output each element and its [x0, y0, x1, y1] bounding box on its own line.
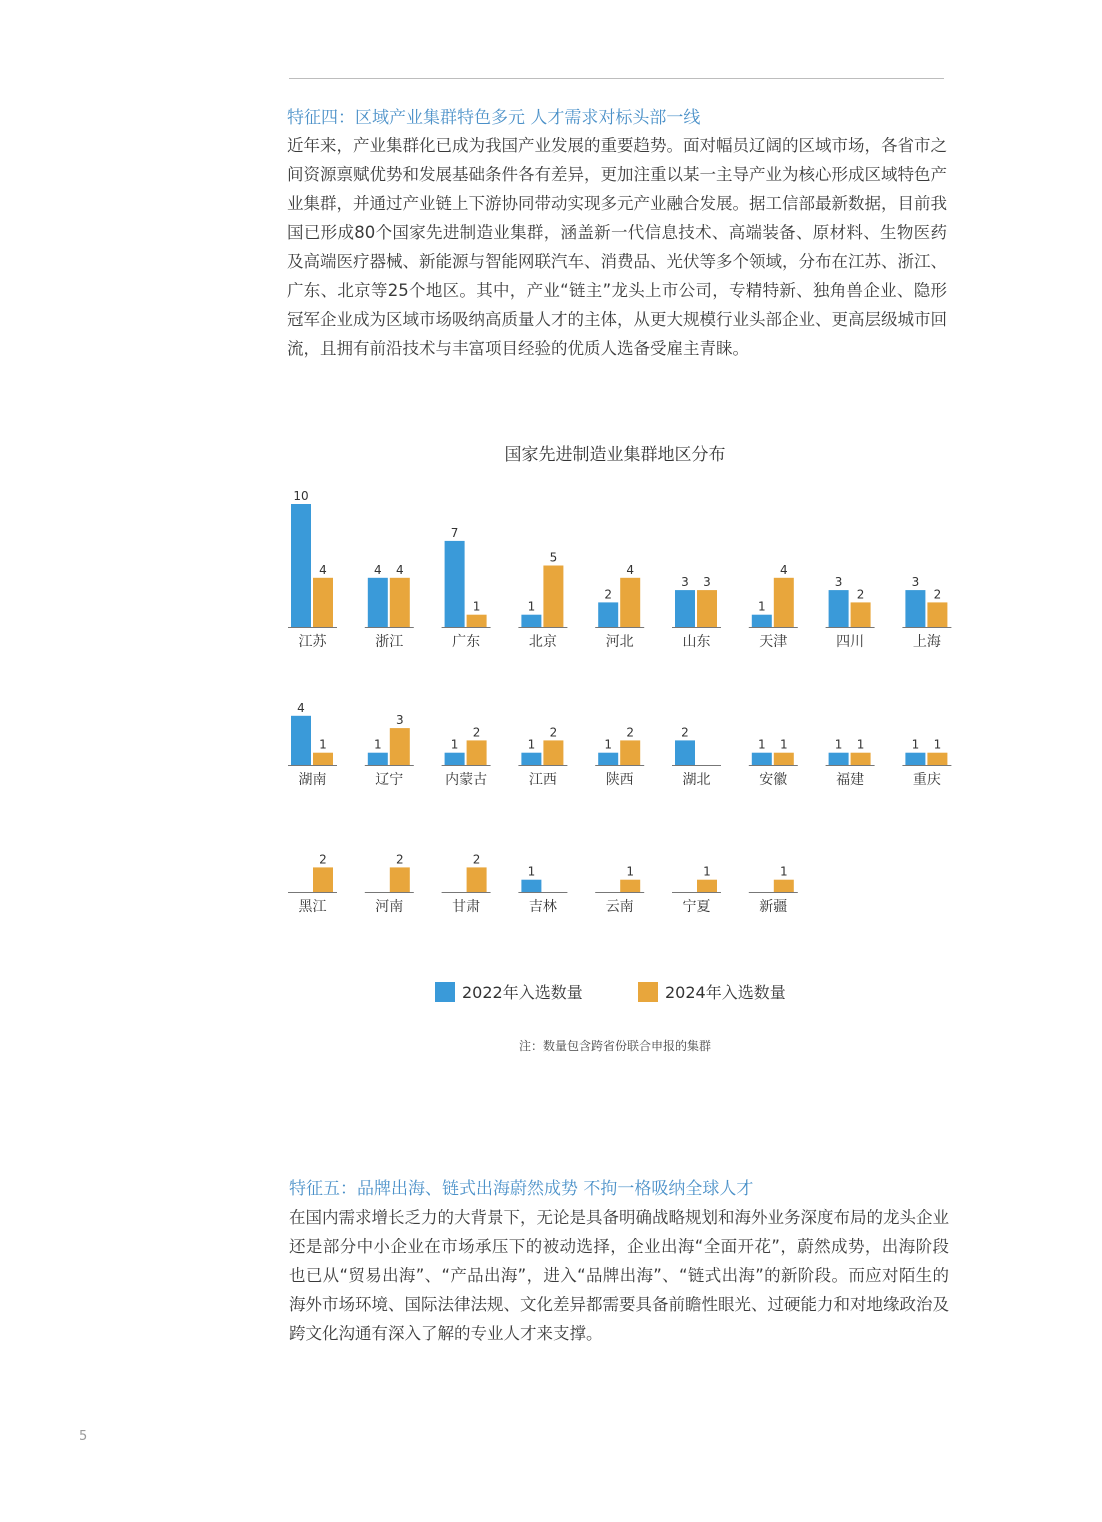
data-label-2022-cat-15: 1 [757, 737, 766, 752]
category-label-cat-8: 上海 [912, 634, 941, 650]
data-label-2022-cat-4: 2 [604, 587, 613, 602]
category-label-cat-21: 吉林 [528, 899, 557, 915]
bar-2022-cat-8 [905, 590, 925, 627]
bar-2022-cat-17 [905, 753, 925, 765]
chart-note: 注：数量包含跨省份联合申报的集群 [518, 1039, 712, 1053]
data-label-2022-cat-17: 1 [911, 737, 920, 752]
category-label-cat-10: 辽宁 [375, 772, 404, 788]
data-label-2024-cat-22: 1 [626, 864, 635, 879]
data-label-2024-cat-20: 2 [472, 852, 481, 867]
bar-2024-cat-2 [467, 615, 487, 627]
data-label-2022-cat-6: 1 [757, 599, 766, 614]
category-label-cat-13: 陕西 [605, 772, 634, 788]
bar-2022-cat-11 [445, 753, 465, 765]
data-label-2024-cat-13: 2 [626, 725, 635, 740]
legend-swatch-2024 [638, 982, 658, 1002]
data-label-2022-cat-16: 1 [834, 737, 843, 752]
bar-2024-cat-17 [927, 753, 947, 765]
bar-2022-cat-1 [368, 578, 388, 627]
section4-heading: 特征四：区域产业集群特色多元 人才需求对标头部一线 [287, 108, 701, 128]
data-label-2024-cat-17: 1 [933, 737, 942, 752]
bar-2022-cat-7 [829, 590, 849, 627]
data-label-2024-cat-1: 4 [395, 562, 404, 577]
data-label-2022-cat-12: 1 [527, 737, 536, 752]
bar-2024-cat-23 [697, 880, 717, 892]
category-label-cat-7: 四川 [836, 634, 865, 650]
bar-2022-cat-2 [445, 541, 465, 627]
chart-bars [288, 489, 951, 915]
category-label-cat-16: 福建 [836, 772, 865, 788]
chart-legend [435, 982, 786, 1002]
data-label-2022-cat-1: 4 [373, 562, 382, 577]
bar-2024-cat-20 [467, 867, 487, 892]
category-label-cat-20: 甘肃 [452, 899, 481, 915]
data-label-2024-cat-8: 2 [933, 587, 942, 602]
data-label-2024-cat-18: 2 [319, 852, 327, 867]
category-label-cat-2: 广东 [452, 634, 481, 650]
legend-label-2024: 2024年入选数量 [665, 983, 786, 1002]
bar-2022-cat-5 [675, 590, 695, 627]
bar-2022-cat-6 [752, 615, 772, 627]
data-label-2024-cat-6: 4 [779, 562, 788, 577]
data-label-2022-cat-7: 3 [834, 575, 843, 590]
category-label-cat-1: 浙江 [375, 634, 404, 650]
data-label-2022-cat-2: 7 [450, 525, 459, 540]
legend-swatch-2022 [435, 982, 455, 1002]
bar-2024-cat-8 [927, 602, 947, 627]
data-label-2024-cat-10: 3 [395, 713, 404, 728]
data-label-2022-cat-10: 1 [373, 737, 382, 752]
bar-2024-cat-4 [620, 578, 640, 627]
data-label-2024-cat-19: 2 [395, 852, 404, 867]
category-label-cat-24: 新疆 [759, 899, 788, 915]
bar-2024-cat-9 [313, 753, 333, 765]
bar-2024-cat-18 [313, 867, 333, 892]
category-label-cat-3: 北京 [528, 634, 557, 650]
bar-2024-cat-13 [620, 740, 640, 765]
data-label-2022-cat-5: 3 [681, 575, 689, 590]
bar-2022-cat-3 [521, 615, 541, 627]
bar-2024-cat-3 [543, 566, 563, 628]
bar-2024-cat-12 [543, 740, 563, 765]
category-label-cat-5: 山东 [682, 634, 711, 650]
bar-2022-cat-13 [598, 753, 618, 765]
bar-2024-cat-19 [390, 867, 410, 892]
bar-2024-cat-1 [390, 578, 410, 627]
chart-title: 国家先进制造业集群地区分布 [504, 445, 726, 465]
data-label-2022-cat-8: 3 [911, 575, 920, 590]
bar-2024-cat-5 [697, 590, 717, 627]
bar-2024-cat-24 [774, 880, 794, 892]
category-label-cat-22: 云南 [605, 899, 634, 915]
category-label-cat-11: 内蒙古 [445, 772, 488, 788]
data-label-2024-cat-24: 1 [779, 864, 788, 879]
page-number: 5 [79, 1429, 88, 1444]
data-label-2024-cat-15: 1 [779, 737, 788, 752]
bar-2022-cat-4 [598, 602, 618, 627]
bar-2022-cat-10 [368, 753, 388, 765]
category-label-cat-6: 天津 [759, 634, 788, 650]
data-label-2024-cat-7: 2 [856, 587, 865, 602]
bar-2022-cat-14 [675, 740, 695, 765]
bar-2022-cat-21 [521, 880, 541, 892]
data-label-2022-cat-13: 1 [604, 737, 613, 752]
legend-label-2022: 2022年入选数量 [462, 983, 583, 1002]
data-label-2024-cat-5: 3 [703, 575, 711, 590]
bar-2022-cat-12 [521, 753, 541, 765]
bar-2024-cat-0 [313, 578, 333, 627]
section4-body: 近年来，产业集群化已成为我国产业发展的重要趋势。面对幅员辽阔的区域市场，各省市之间资源禀赋优势和发展基础条件各有差异，更加注重以某一主导产业为核心形成区域特色产业集群，并通过产业链上下游协同带动实现多元产业融合发展。据工信部最新数据，目前我国已形成80个国家先进制造业集群，涵盖新一代信息技术、高端装备、原材料、生物医药及高端医疗器械、新能源与智能网联汽车、消费品、光伏等多个领域，分布在江苏、浙江、广东、北京等25个地区。其中，产业“链主”龙头上市公司，专精特新、独角兽企业、隐形冠军企业成为区域市场吸纳高质量人才的主体，从更大规模行业头部企业、更高层级城市回流，且拥有前沿技术与丰富项目经验的优质人选备受雇主青睐。 [287, 136, 947, 358]
data-label-2024-cat-11: 2 [472, 725, 481, 740]
data-label-2024-cat-3: 5 [549, 550, 558, 565]
bar-2024-cat-7 [851, 602, 871, 627]
data-label-2022-cat-3: 1 [527, 599, 536, 614]
data-label-2024-cat-23: 1 [703, 864, 711, 879]
data-label-2022-cat-14: 2 [681, 725, 689, 740]
bar-2022-cat-15 [752, 753, 772, 765]
data-label-2024-cat-9: 1 [319, 737, 327, 752]
data-label-2022-cat-9: 4 [297, 700, 305, 715]
data-label-2022-cat-0: 10 [293, 489, 309, 503]
category-label-cat-17: 重庆 [912, 772, 941, 788]
data-label-2024-cat-2: 1 [472, 599, 481, 614]
category-label-cat-4: 河北 [605, 634, 634, 650]
data-label-2022-cat-21: 1 [527, 864, 536, 879]
bar-2024-cat-10 [390, 728, 410, 765]
category-label-cat-9: 湖南 [298, 772, 327, 788]
data-label-2024-cat-12: 2 [549, 725, 558, 740]
category-label-cat-15: 安徽 [759, 772, 788, 788]
category-label-cat-12: 江西 [528, 772, 557, 788]
category-label-cat-19: 河南 [375, 899, 404, 915]
category-label-cat-14: 湖北 [682, 772, 711, 788]
data-label-2022-cat-11: 1 [450, 737, 459, 752]
bar-2022-cat-0 [291, 504, 311, 627]
bar-2024-cat-15 [774, 753, 794, 765]
bar-2022-cat-16 [829, 753, 849, 765]
bar-2024-cat-11 [467, 740, 487, 765]
bar-2024-cat-16 [851, 753, 871, 765]
bar-2024-cat-6 [774, 578, 794, 627]
data-label-2024-cat-0: 4 [319, 562, 327, 577]
category-label-cat-0: 江苏 [298, 634, 327, 650]
bar-2024-cat-22 [620, 880, 640, 892]
data-label-2024-cat-4: 4 [626, 562, 635, 577]
section5-body: 在国内需求增长乏力的大背景下，无论是具备明确战略规划和海外业务深度布局的龙头企业还是部分中小企业在市场承压下的被动选择，企业出海“全面开花”，蔚然成势，出海阶段也已从“贸易出海”、“产品出海”，进入“品牌出海”、“链式出海”的新阶段。而应对陌生的海外市场环境、国际法律法规、文化差异都需要具备前瞻性眼光、过硬能力和对地缘政治及跨文化沟通有深入了解的专业人才来支撑。 [289, 1208, 949, 1343]
category-label-cat-23: 宁夏 [682, 899, 711, 915]
category-label-cat-18: 黑江 [298, 899, 327, 915]
data-label-2024-cat-16: 1 [856, 737, 865, 752]
section5-heading: 特征五：品牌出海、链式出海蔚然成势 不拘一格吸纳全球人才 [289, 1179, 754, 1199]
bar-2022-cat-9 [291, 716, 311, 765]
